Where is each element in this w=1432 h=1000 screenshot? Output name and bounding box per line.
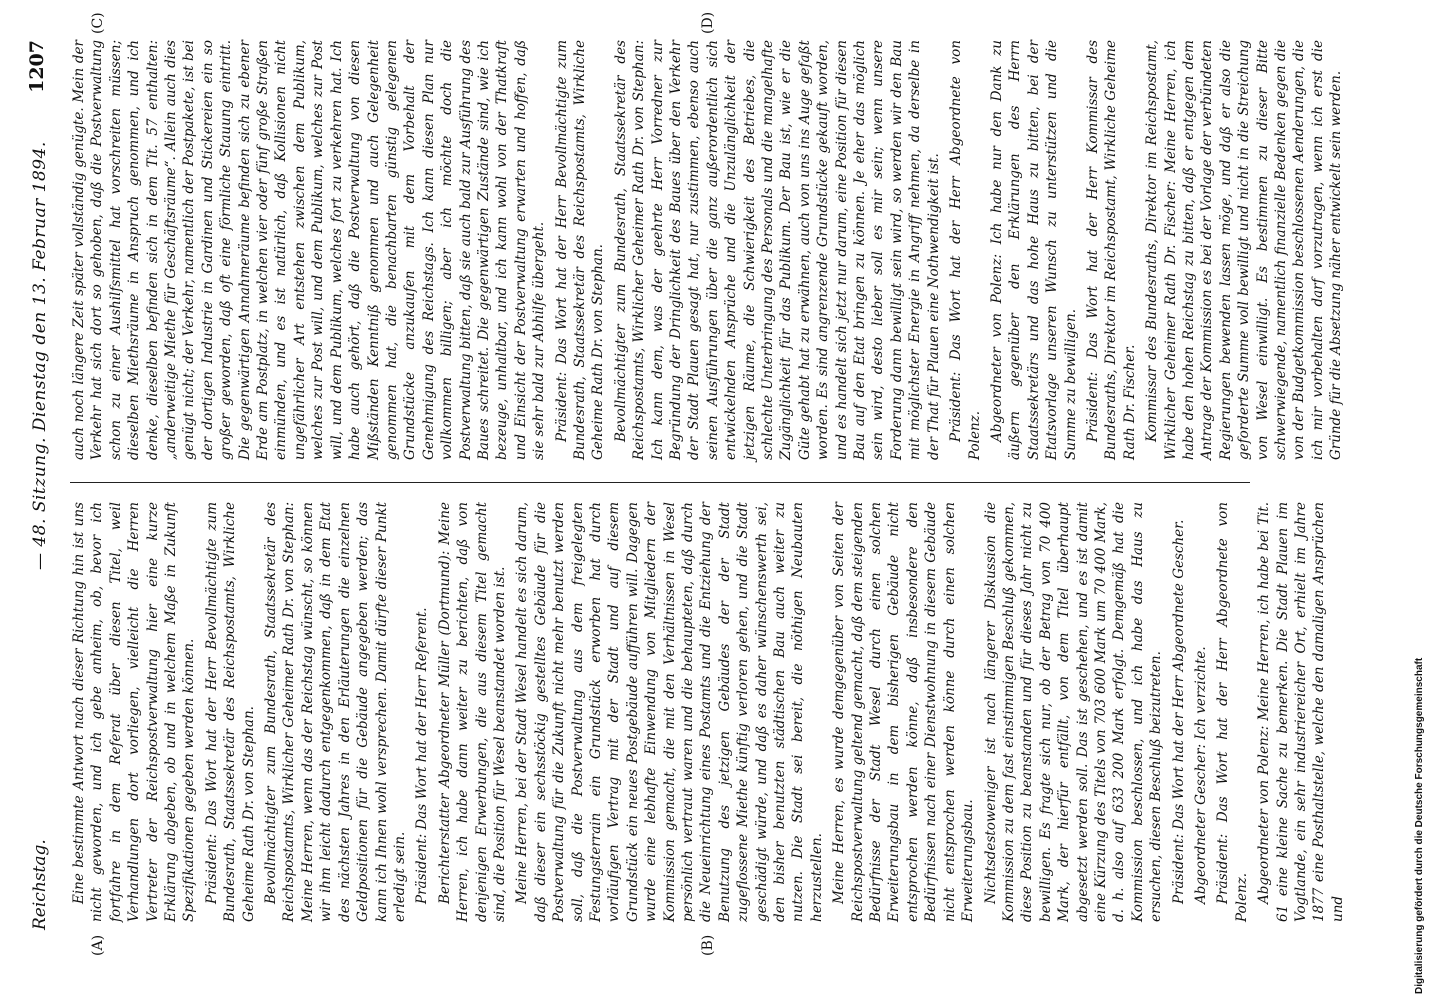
paragraph: Bevollmächtigter zum Bundesrath, Staatssekretär des Reichspostamts, Wirklicher Geheimer Rath Dr. von Stephan: Ich kann dem, was der geehrte Herr Vorredner zur Begründung der Dringlichkeit des Baues über den Verkehr der Stadt Plauen gesagt hat, nur zustimmen, ebenso auch seinen Ausführungen über die ganz außerordentlich sich entwickelnden Ansprüche und die Unzulänglichkeit der jetzigen Räume, die Schwierigkeit des Betriebes, die schlechte Unterbringung des Personals und die mangelhafte Zugänglichkeit für das Publikum. Der Bau ist, wie er die Güte gehabt hat zu erwähnen, auch von uns ins Auge gefaßt worden. Es sind angrenzende Grundstücke gekauft worden, und es handelt sich jetzt nur darum, eine Position für diesen Bau auf den Etat bringen zu können. Je eher das möglich sein wird, desto lieber soll es mir sein; wenn unsere Forderung dann bewilligt sein wird, so werden wir den Bau mit möglichster Energie in Angriff nehmen, da derselbe in der That für Plauen eine Nothwendigkeit ist. (612, 40, 942, 460)
right-column (70, 40, 1350, 460)
paragraph: Nichtsdestoweniger ist nach längerer Diskussion die Kommission zu dem fast einstimmigen Beschluß gekommen, diese Position zu beanstanden und für dieses Jahr nicht zu bewilligen. Es fragte sich nur, ob der Betrag von 70 400 Mark, der hierfür entfällt, von dem Titel überhaupt abgesetzt werden soll. Das ist geschehen, und es ist damit eine Kürzung des Titels von 703 600 Mark um 70 400 Mark, d. h. also auf 633 200 Mark erfolgt. Demgemäß hat die Kommission beschlossen, und ich habe das Haus zu ersuchen, diesen Beschluß beizutreten. (982, 502, 1165, 922)
digitization-credit: Digitalisierung gefördert durch die Deutsche Forschungsgemeinschaft (1414, 657, 1425, 994)
paragraph: Bevollmächtigter zum Bundesrath, Staatssekretär des Reichspostamts, Wirklicher Geheimer Rath Dr. von Stephan: Meine Herren, wenn das der Reichstag wünscht, so können wir ihm leicht dadurch entgegenkommen, daß in dem Etat des nächsten Jahres in den Erläuterungen die einzelnen Geldpositionen für die Gebäude angegeben werden; das kann ich Ihnen wohl versprechen. Damit dürfte dieser Punkt erledigt sein. (263, 502, 408, 922)
paragraph: Abgeordneter von Polenz: Meine Herren, ich habe bei Tit. 61 eine kleine Sache zu bemerken. Die Stadt Plauen im Vogtlande, ein sehr industriereicher Ort, erhielt im Jahre 1877 eine Posthaltstelle, welche den damaligen Ansprüchen und (1256, 502, 1346, 922)
paragraph: Berichterstatter Abgeordneter Müller (Dortmund): Meine Herren, ich habe dann weiter zu berichten, daß von denjenigen Erwerbungen, die aus diesem Titel gemacht sind, die Position für Wesel beanstandet worden ist. (436, 502, 508, 922)
paragraph: Präsident: Das Wort hat der Herr Bevollmächtigte zum Bundesrath, Staatssekretär des Reichspostamts, Wirkliche Geheime Rath Dr. von Stephan. (203, 502, 257, 922)
paragraph: Kommissar des Bundesraths, Direktor im Reichspostamt, Wirklicher Geheimer Rath Dr. Fischer: Meine Herren, ich habe den hohen Reichstag zu bitten, daß er entgegen dem Antrage der Kommission es bei der Vorlage der verbündeten Regierungen bewenden lassen möge, und daß er also die geforderte Summe voll bewilligt und nicht in die Streichung von Wesel einwilligt. Es bestimmen zu dieser Bitte schwerwiegende, namentlich finanzielle Bedenken gegen die von der Budgetkommission beschlossenen Aenderungen, die ich mir vorbehalten darf vorzutragen, wenn ich erst die Gründe für die Absetzung näher entwickelt sein werden. (1144, 40, 1345, 460)
header-left: Reichstag. (30, 839, 50, 930)
paragraph: Präsident: Das Wort hat der Herr Abgeordnete Gescher. (1170, 519, 1187, 904)
paragraph: Abgeordneter Gescher: Ich verzichte. (1192, 646, 1209, 904)
paragraph: Meine Herren, es wurde demgegenüber von Seiten der Reichspostverwaltung geltend gemacht, daß dem steigenden Bedürfnisse der Stadt Wesel durch einen solchen Erweiterungsbau in dem bisherigen Gebäude nicht entsprochen werden könne, daß insbesondere den Bedürfnissen nach einer Dienstwohnung in diesem Gebäude nicht entsprochen werden könne durch einen solchen Erweiterungsbau. (831, 502, 977, 922)
running-head (20, 40, 60, 930)
paragraph: Präsident: Das Wort hat der Herr Bevollmächtigte zum Bundesrath, Staatssekretär des Reichspostamts, Wirkliche Geheime Rath Dr. von Stephan. (553, 40, 607, 460)
header-title: — 48. Sitzung. Dienstag den 13. Februar 1894. (30, 141, 50, 570)
margin-letter-c: (C) (90, 12, 106, 34)
margin-letter-a: (A) (90, 934, 106, 956)
column-divider (70, 482, 1250, 483)
paragraph: Präsident: Das Wort hat der Herr Abgeordnete von Polenz. (948, 40, 983, 460)
paragraph: Meine Herren, bei der Stadt Wesel handelt es sich darum, daß dieser ein sechsstöckig gestelltes Gebäude für die Postverwaltung für die Zukunft nicht mehr benutzt werden soll, daß die Postverwaltung aus dem freigelegten Festungsterrain ein Grundstück erworben hat durch vorläufigen Vertrag mit der Stadt und auf diesem Grundstück ein neues Postgebäude aufführen will. Dagegen wurde eine lebhafte Einwendung von Mitgliedern der Kommission gemacht, die mit den Verhältnissen in Wesel persönlich vertraut waren und die behaupteten, daß durch die Neueinrichtung eines Postamts und die Entziehung der Benutzung des jetzigen Gebäudes der der Stadt zugeflossene Miethe künftig verloren gehen, und die Stadt geschädigt würde, und daß es daher wünschenswerth sei, den bisher benutzten städtischen Bau auch weiter zu nutzen. Die Stadt sei bereit, die nöthigen Neubauten herzustellen. (514, 502, 825, 922)
paragraph: Präsident: Das Wort hat der Herr Kommissar des Bundesraths, Direktor im Reichspostamt, Wirkliche Geheime Rath Dr. Fischer. (1084, 40, 1138, 460)
paragraph: auch noch längere Zeit später vollständig genügte. Mein der Verkehr hat sich dort so gehoben, daß die Postverwaltung schon zu einer Aushilfsmittel hat vorschreiten müssen; dieselben Miethsräume in Anspruch genommen, und ich denke, dieselben befinden sich in dem Tit. 57 enthalten: „anderweitige Miethe für Geschäftsräume“. Allein auch dies genügt nicht; der Verkehr, namentlich der Postpakete, ist bei der dortigen Industrie in Gardinen und Stickereien ein so großer geworden, daß oft eine förmliche Stauung eintritt. Die gegenwärtigen Annahmeräume befinden sich zu ebener Erde am Postplatz, in welchen vier oder fünf große Straßen einmünden, und es ist natürlich, daß Kollisionen nicht ungefährlicher Art entstehen zwischen dem Publikum, welches zur Post will, und dem Publikum, welches zur Post will, und dem Publikum, welches fort zu verkehren hat. Ich habe auch gehört, daß die Postverwaltung von diesen Mißständen Kenntniß genommen und auch Gelegenheit genommen hat, die benachbarten günstig gelegenen Grundstücke anzukaufen mit dem Vorbehalt der Genehmigung des Reichstags. Ich kann diesen Plan nur vollkommen billigen; aber ich möchte doch die Postverwaltung bitten, daß sie auch bald zur Ausführung des Baues schreitet. Die gegenwärtigen Zustände sind, wie ich bezeuge, unhaltbar, und ich kann wohl von der Thatkraft und Einsicht der Postverwaltung erwarten und hoffen, daß sie sehr bald zur Abhilfe übergeht. (71, 40, 548, 460)
left-column (70, 502, 1351, 922)
paragraph: Präsident: Das Wort hat der Herr Abgeordnete von Polenz. (1215, 502, 1250, 922)
digitization-footer-strip (1408, 0, 1432, 1000)
paragraph: Abgeordneter von Polenz: Ich habe nur den Dank zu äußern gegenüber den Erklärungen des Herrn Staatssekretärs und das hohe Haus zu bitten, bei der Etatsvorlage unseren Wunsch zu unterstützen und die Summe zu bewilligen. (988, 40, 1079, 460)
paragraph: Präsident: Das Wort hat der Herr Referent. (414, 607, 431, 904)
margin-letter-b: (B) (700, 934, 716, 956)
page-number: 1207 (26, 40, 48, 93)
paragraph: Eine bestimmte Antwort nach dieser Richtung hin ist uns nicht geworden, und ich gebe anheim, ob, bevor ich fortfahre in dem Referat über diesen Titel, weil Verhandlungen dort vorliegen, vielleicht die Herren Vertreter der Reichspostverwaltung hier eine kurze Erklärung abgeben, ob und in welchem Maße in Zukunft Spezifikationen gegeben werden können. (71, 502, 198, 922)
margin-letter-d: (D) (700, 11, 716, 34)
